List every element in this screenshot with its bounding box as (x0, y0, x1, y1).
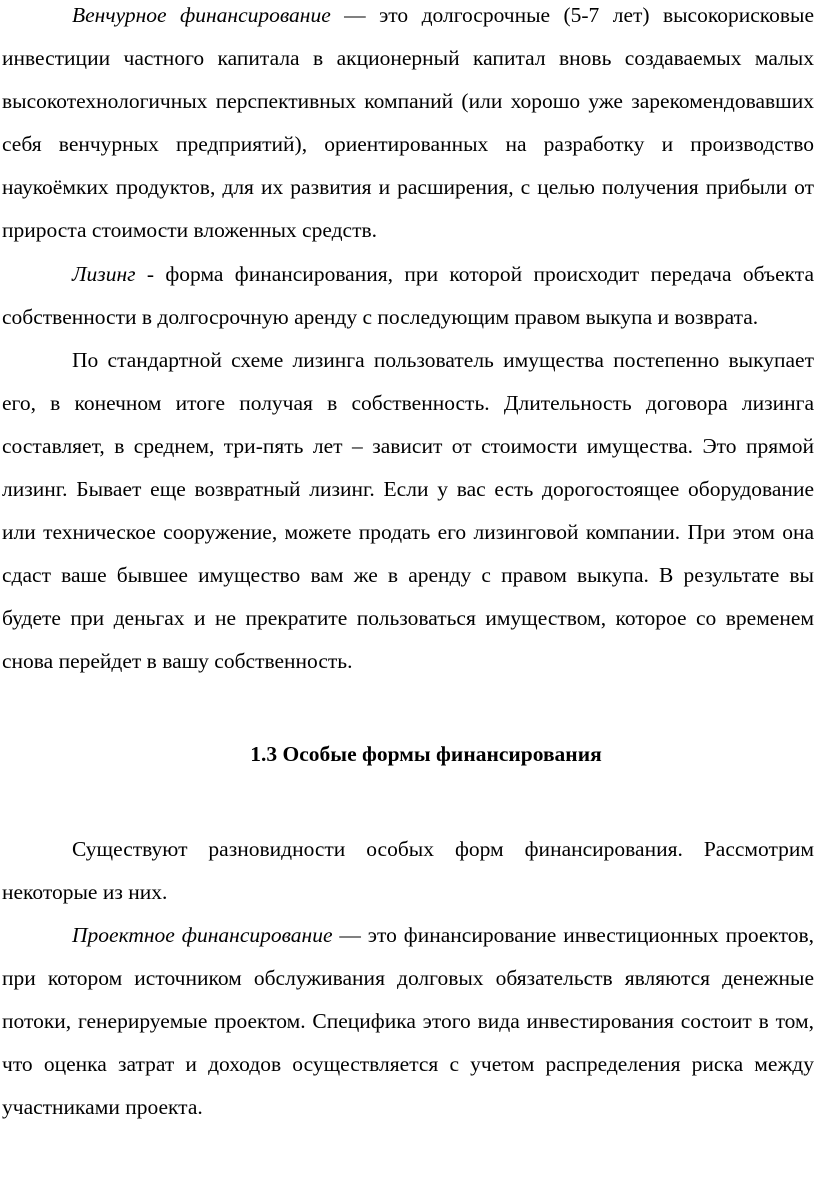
paragraph-text: - форма финансирования, при которой происходит передача объекта собственности в долгосрочную аренду с последующим правом выкупа и возврата. (2, 261, 814, 329)
term-venture-financing: Венчурное финансирование (72, 3, 331, 27)
paragraph-text: — это финансирование инвестиционных проектов, при котором источником обслуживания долговых обязательств являются денежные потоки, генерируемые проектом. Специфика этого вида инвестирования состоит в том, что оценка затрат и доходов осуществляется с учетом распределения риска между участниками проекта. (2, 922, 814, 1120)
paragraph-leasing-scheme (2, 339, 814, 684)
paragraph-text: Существуют разновидности особых форм финансирования. Рассмотрим некоторые из них. (2, 836, 814, 904)
paragraph-text: — это долгосрочные (5-7 лет) высокорисковые инвестиции частного капитала в акционерный капитал вновь создаваемых малых высокотехнологичных перспективных компаний (или хорошо уже зарекомендовавших себя венчурных предприятий), ориентированных на разработку и производство наукоёмких продуктов, для их развития и расширения, с целью получения прибыли от прироста стоимости вложенных средств. (2, 3, 814, 243)
paragraph-project-financing (2, 914, 814, 1129)
term-leasing: Лизинг (72, 261, 136, 286)
paragraph-leasing (2, 253, 814, 339)
document-page (2, 0, 814, 1129)
paragraph-text: По стандартной схеме лизинга пользователь имущества постепенно выкупает его, в конечном итоге получая в собственность. Длительность договора лизинга составляет, в среднем, три-пять лет – зависит от стоимости имущества. Это прямой лизинг. Бывает еще возвратный лизинг. Если у вас есть дорогостоящее оборудование или техническое сооружение, можете продать его лизинговой компании. При этом она сдаст ваше бывшее имущество вам же в аренду с правом выкупа. В результате вы будете при деньгах и не прекратите пользоваться имуществом, которое со временем снова перейдет в вашу собственность. (2, 347, 814, 674)
section-heading: 1.3 Особые формы финансирования (250, 741, 602, 766)
term-project-financing: Проектное финансирование (72, 922, 333, 947)
paragraph-venture-financing (2, 0, 814, 253)
paragraph-special-forms-intro (2, 828, 814, 914)
